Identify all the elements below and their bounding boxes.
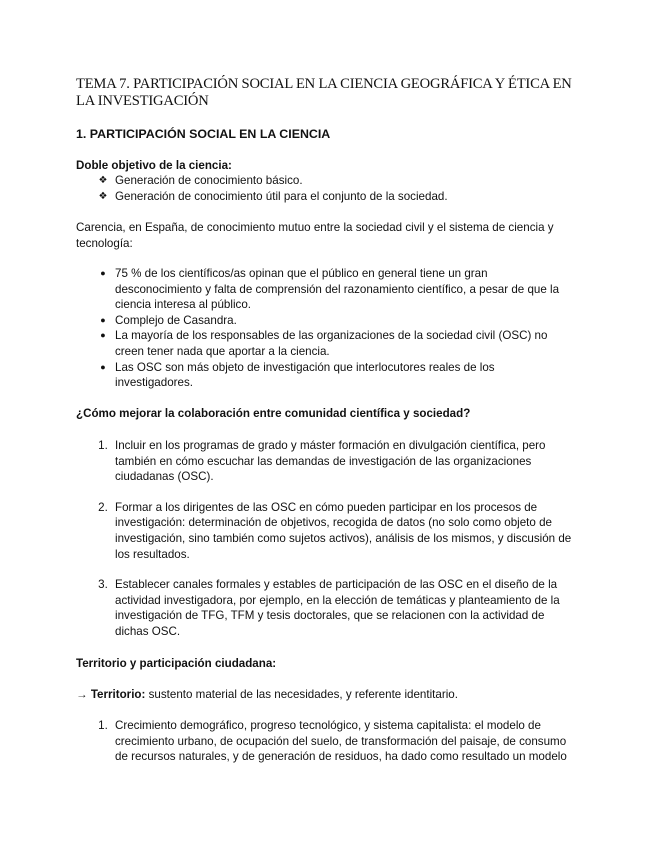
list-number: 1. (98, 439, 108, 452)
list-item-text: Las OSC son más objeto de investigación que interlocutores reales de los investigadores. (115, 360, 495, 390)
bullet-icon: ● (100, 314, 106, 325)
list-item (98, 189, 575, 205)
list-number: 3. (98, 578, 108, 592)
bullet-icon: ● (100, 268, 106, 278)
list-item-text: Crecimiento demográfico, progreso tecnológico, y sistema capitalista: el modelo de crecimiento urbano, de ocupación del suelo, de transformación del paisaje, de consumo de recursos naturales, y de generación de residuos, ha dado como resultado un modelo (115, 719, 567, 764)
territorio-definition (76, 687, 458, 703)
list-item (100, 328, 575, 359)
section-heading: 1. PARTICIPACIÓN SOCIAL EN LA CIENCIA (76, 127, 331, 141)
mejorar-heading: ¿Cómo mejorar la colaboración entre comunidad científica y sociedad? (76, 407, 471, 420)
territorio-list (98, 718, 575, 765)
list-item (98, 718, 575, 765)
list-number: 2. (98, 500, 108, 514)
objetivos-list (98, 173, 575, 204)
diamond-bullet-icon: ❖ (98, 190, 108, 202)
list-number: 1. (98, 719, 108, 732)
list-item (100, 360, 575, 391)
carencia-paragraph: Carencia, en España, de conocimiento mutuo entre la sociedad civil y el sistema de ciencia y tecnología: (76, 221, 554, 250)
list-item (100, 266, 575, 313)
list-item-text: Complejo de Casandra. (115, 313, 237, 327)
diamond-bullet-icon: ❖ (98, 175, 108, 186)
list-item (98, 173, 575, 189)
page-title: TEMA 7. PARTICIPACIÓN SOCIAL EN LA CIENCIA GEOGRÁFICA Y ÉTICA EN LA INVESTIGACIÓN (76, 76, 572, 109)
list-item-text: Establecer canales formales y estables de participación de las OSC en el diseño de la actividad investigadora, por ejemplo, en la elección de temáticas y planteamiento de la investigación de TFG, TFM y tesis doctorales, que se relacionen con la actividad de dichas OSC. (115, 578, 560, 638)
list-item-text: 75 % de los científicos/as opinan que el público en general tiene un gran desconocimiento y falta de comprensión del razonamiento científico, a pesar de que la ciencia interesa al público. (115, 267, 560, 312)
list-item (98, 438, 575, 485)
list-item (100, 313, 575, 329)
list-item-text: Incluir en los programas de grado y máster formación en divulgación científica, pero también en cómo escuchar las demandas de investigación de las organizaciones ciudadanas (OSC). (115, 439, 546, 484)
list-item-text: Generación de conocimiento útil para el conjunto de la sociedad. (115, 189, 448, 203)
mejorar-list (98, 438, 575, 640)
list-item-text: La mayoría de los responsables de las organizaciones de la sociedad civil (OSC) no creen tener nada que aportar a la ciencia. (115, 329, 548, 358)
list-item (98, 500, 575, 562)
list-item-text: Generación de conocimiento básico. (115, 174, 303, 187)
carencia-bullets (100, 266, 575, 391)
list-item (98, 577, 575, 639)
territorio-term: Territorio: (90, 688, 146, 701)
bullet-icon: ● (100, 330, 106, 341)
arrow-icon: → (76, 688, 88, 701)
list-item-text: Formar a los dirigentes de las OSC en cómo pueden participar en los procesos de investigación: determinación de objetivos, recogida de datos (no solo como objeto de investigación, sino también como sujetos activos), análisis de los mismos, y discusión de los resultados. (115, 500, 572, 561)
bullet-icon: ● (100, 361, 106, 372)
objetivo-heading: Doble objetivo de la ciencia: (76, 159, 232, 172)
territorio-heading: Territorio y participación ciudadana: (76, 657, 277, 670)
territorio-def: sustento material de las necesidades, y referente identitario. (148, 688, 458, 701)
